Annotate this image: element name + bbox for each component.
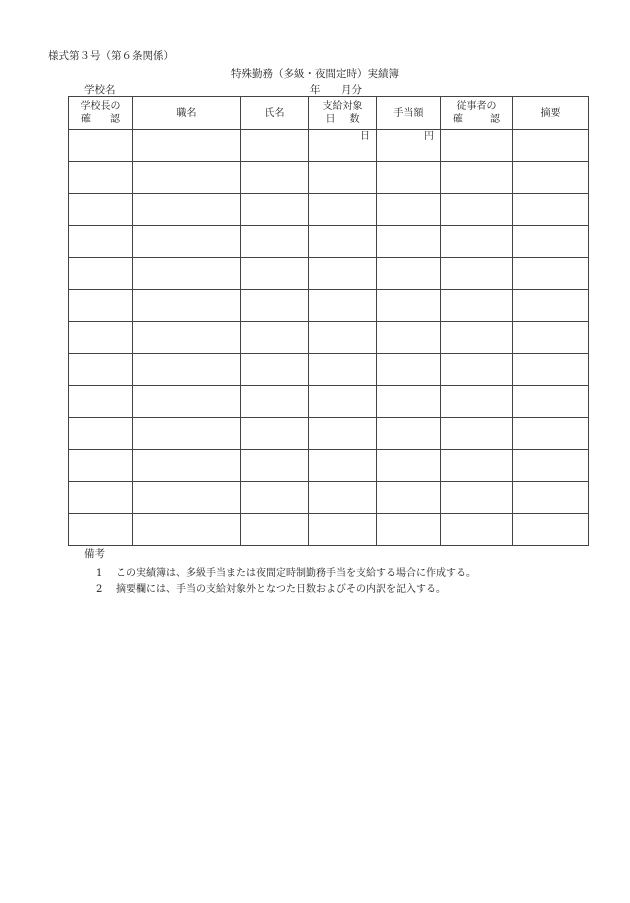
name-cell[interactable]	[241, 258, 309, 290]
worker-confirm-cell[interactable]	[441, 162, 513, 194]
worker-confirm-cell[interactable]	[441, 418, 513, 450]
worker-confirm-cell[interactable]	[441, 482, 513, 514]
header-days-line2	[309, 113, 376, 126]
name-cell[interactable]	[241, 290, 309, 322]
table-row	[69, 226, 589, 258]
summary-cell[interactable]	[513, 194, 589, 226]
table-row	[69, 354, 589, 386]
allowance-cell[interactable]	[377, 194, 441, 226]
worker-confirm-cell[interactable]	[441, 322, 513, 354]
payment-days-cell[interactable]	[309, 482, 377, 514]
table-row	[69, 130, 589, 162]
job-title-cell[interactable]	[133, 354, 241, 386]
job-title-cell[interactable]	[133, 514, 241, 546]
name-cell[interactable]	[241, 386, 309, 418]
principal-confirm-cell[interactable]	[69, 482, 133, 514]
table-row	[69, 482, 589, 514]
summary-cell[interactable]	[513, 386, 589, 418]
principal-confirm-cell[interactable]	[69, 354, 133, 386]
principal-confirm-cell[interactable]	[69, 162, 133, 194]
principal-confirm-cell[interactable]	[69, 450, 133, 482]
header-principal-line1: 学校長の	[80, 101, 121, 112]
name-cell[interactable]	[241, 130, 309, 162]
worker-confirm-cell[interactable]	[441, 194, 513, 226]
summary-cell[interactable]	[513, 290, 589, 322]
header-principal-line2	[69, 113, 132, 126]
principal-confirm-cell[interactable]	[69, 258, 133, 290]
table-row	[69, 162, 589, 194]
summary-cell[interactable]	[513, 130, 589, 162]
summary-cell[interactable]	[513, 354, 589, 386]
remark-note-1	[96, 564, 476, 579]
job-title-cell[interactable]	[133, 290, 241, 322]
principal-confirm-cell[interactable]	[69, 322, 133, 354]
header-payment-days	[309, 97, 377, 130]
payment-days-cell[interactable]	[309, 450, 377, 482]
payment-days-cell[interactable]	[309, 194, 377, 226]
allowance-cell[interactable]	[377, 386, 441, 418]
payment-days-cell[interactable]	[309, 418, 377, 450]
document-title: 特殊勤務（多級・夜間定時）実績簿	[231, 68, 399, 80]
summary-cell[interactable]	[513, 162, 589, 194]
summary-cell[interactable]	[513, 450, 589, 482]
worker-confirm-cell[interactable]	[441, 514, 513, 546]
payment-days-cell[interactable]	[309, 162, 377, 194]
allowance-cell[interactable]	[377, 290, 441, 322]
job-title-cell[interactable]	[133, 130, 241, 162]
principal-confirm-cell[interactable]	[69, 226, 133, 258]
remark-note-1-text: この実績簿は、多級手当または夜間定時制勤務手当を支給する場合に作成する。	[116, 568, 476, 579]
payment-days-cell[interactable]	[309, 322, 377, 354]
allowance-cell[interactable]	[377, 226, 441, 258]
header-summary: 摘要	[513, 97, 589, 130]
header-days-char2: 数	[349, 114, 360, 125]
job-title-cell[interactable]	[133, 482, 241, 514]
table-row	[69, 258, 589, 290]
header-job-title: 職名	[133, 97, 241, 130]
worker-confirm-cell[interactable]	[441, 386, 513, 418]
summary-cell[interactable]	[513, 322, 589, 354]
summary-cell[interactable]	[513, 418, 589, 450]
allowance-cell[interactable]	[377, 322, 441, 354]
allowance-cell[interactable]	[377, 514, 441, 546]
payment-days-cell[interactable]	[309, 386, 377, 418]
payment-days-cell[interactable]	[309, 354, 377, 386]
summary-cell[interactable]	[513, 258, 589, 290]
name-cell[interactable]	[241, 194, 309, 226]
payment-days-cell[interactable]	[309, 290, 377, 322]
header-allowance: 手当額	[377, 97, 441, 130]
school-name-label: 学校名	[84, 84, 116, 96]
remark-note-2-number: 2	[96, 584, 103, 595]
header-worker-char1: 確	[453, 114, 463, 125]
job-title-cell[interactable]	[133, 322, 241, 354]
allowance-cell[interactable]	[377, 450, 441, 482]
name-cell[interactable]	[241, 482, 309, 514]
allowance-unit-cell[interactable]: 円	[377, 130, 441, 162]
worker-confirm-cell[interactable]	[441, 290, 513, 322]
table-row	[69, 514, 589, 546]
form-number: 様式第３号（第６条関係）	[48, 50, 174, 62]
payment-days-cell[interactable]	[309, 258, 377, 290]
summary-cell[interactable]	[513, 482, 589, 514]
table-row	[69, 386, 589, 418]
header-days-line1: 支給対象	[322, 101, 363, 112]
name-cell[interactable]	[241, 322, 309, 354]
header-principal-confirm	[69, 97, 133, 130]
allowance-cell[interactable]	[377, 482, 441, 514]
name-cell[interactable]	[241, 418, 309, 450]
payment-days-unit-cell[interactable]: 日	[309, 130, 377, 162]
principal-confirm-cell[interactable]	[69, 290, 133, 322]
month-label: 月分	[341, 84, 362, 96]
principal-confirm-cell[interactable]	[69, 194, 133, 226]
header-principal-char1: 確	[81, 114, 91, 125]
allowance-cell[interactable]	[377, 258, 441, 290]
table-row	[69, 322, 589, 354]
worker-confirm-cell[interactable]	[441, 226, 513, 258]
worker-confirm-cell[interactable]	[441, 258, 513, 290]
header-worker-line2	[441, 113, 512, 126]
table-row	[69, 290, 589, 322]
header-days-char1: 日	[325, 114, 336, 125]
table-row	[69, 418, 589, 450]
job-title-cell[interactable]	[133, 226, 241, 258]
name-cell[interactable]	[241, 162, 309, 194]
header-worker-char2: 認	[490, 114, 500, 125]
table-row	[69, 194, 589, 226]
worker-confirm-cell[interactable]	[441, 130, 513, 162]
name-cell[interactable]	[241, 514, 309, 546]
table-header-row	[69, 97, 589, 130]
payment-days-cell[interactable]	[309, 514, 377, 546]
summary-cell[interactable]	[513, 226, 589, 258]
job-title-cell[interactable]	[133, 194, 241, 226]
record-table	[68, 96, 589, 546]
name-cell[interactable]	[241, 226, 309, 258]
job-title-cell[interactable]	[133, 386, 241, 418]
principal-confirm-cell[interactable]	[69, 386, 133, 418]
principal-confirm-cell[interactable]	[69, 130, 133, 162]
table-body	[69, 130, 589, 546]
year-label: 年	[310, 84, 321, 96]
remark-note-2	[96, 580, 446, 595]
payment-days-cell[interactable]	[309, 226, 377, 258]
name-cell[interactable]	[241, 450, 309, 482]
job-title-cell[interactable]	[133, 450, 241, 482]
remarks-heading: 備考	[84, 548, 105, 560]
allowance-cell[interactable]	[377, 354, 441, 386]
name-cell[interactable]	[241, 354, 309, 386]
header-worker-confirm	[441, 97, 513, 130]
header-principal-char2: 認	[110, 114, 120, 125]
job-title-cell[interactable]	[133, 418, 241, 450]
job-title-cell[interactable]	[133, 162, 241, 194]
worker-confirm-cell[interactable]	[441, 450, 513, 482]
allowance-cell[interactable]	[377, 418, 441, 450]
job-title-cell[interactable]	[133, 258, 241, 290]
principal-confirm-cell[interactable]	[69, 514, 133, 546]
worker-confirm-cell[interactable]	[441, 354, 513, 386]
header-name: 氏名	[241, 97, 309, 130]
remark-note-1-number: 1	[96, 568, 103, 579]
principal-confirm-cell[interactable]	[69, 418, 133, 450]
table-row	[69, 450, 589, 482]
header-worker-line1: 従事者の	[456, 101, 497, 112]
remark-note-2-text: 摘要欄には、手当の支給対象外となつた日数およびその内訳を記入する。	[116, 584, 446, 595]
allowance-cell[interactable]	[377, 162, 441, 194]
summary-cell[interactable]	[513, 514, 589, 546]
